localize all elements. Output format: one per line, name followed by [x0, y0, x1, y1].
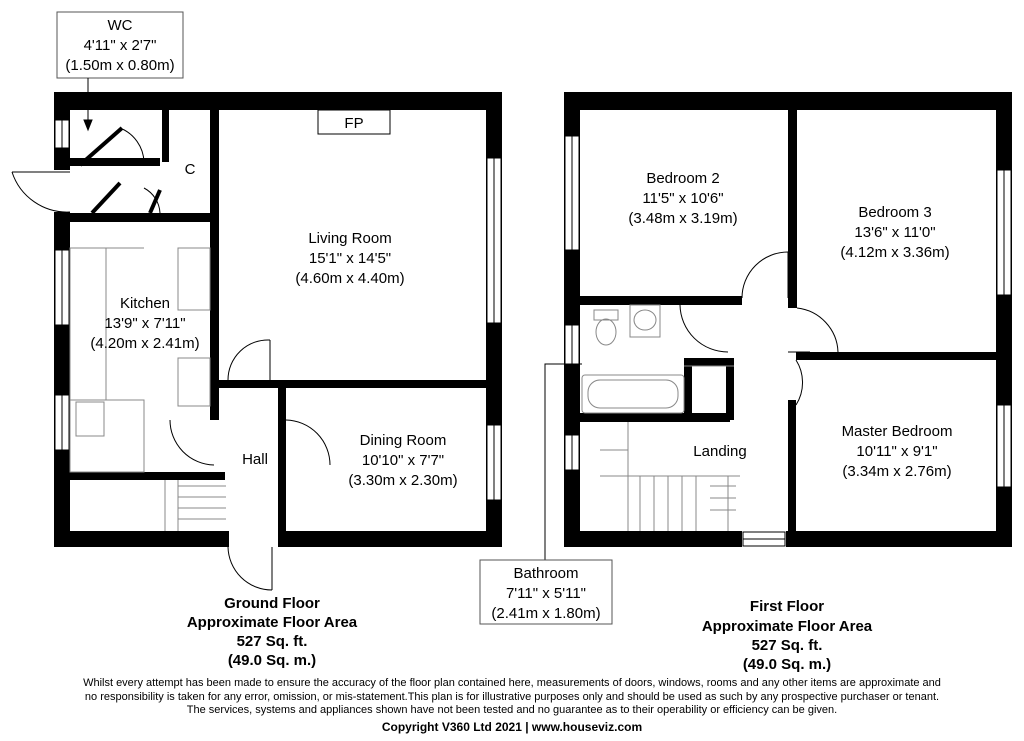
cupboard-label: C — [184, 161, 196, 178]
living-room-dimensions-metric: (4.60m x 4.40m) — [295, 270, 405, 287]
kitchen-dimensions-imperial: 13'9" x 7'11" — [104, 315, 186, 332]
ground-floor-area-heading: Approximate Floor Area — [186, 614, 358, 631]
wc-dimensions-metric: (1.50m x 0.80m) — [65, 57, 175, 74]
bedroom-3-dimensions-imperial: 13'6" x 11'0" — [854, 224, 936, 241]
first-floor-area-sqft: 527 Sq. ft. — [751, 637, 823, 654]
first-floor-area-heading: Approximate Floor Area — [701, 618, 873, 635]
bedroom-3-dimensions-metric: (4.12m x 3.36m) — [840, 244, 950, 261]
first-floor-area-sqm: (49.0 Sq. m.) — [742, 656, 832, 673]
bedroom-2-name: Bedroom 2 — [646, 170, 720, 187]
bedroom-2-dimensions-imperial: 11'5" x 10'6" — [642, 190, 724, 207]
dining-room-dimensions-metric: (3.30m x 2.30m) — [348, 472, 458, 489]
living-room-name: Living Room — [308, 230, 392, 247]
disclaimer-line-3: The services, systems and appliances shown have not been tested and no guarantee as to their operability or efficiency can be given. — [186, 704, 838, 716]
bedroom-2-dimensions-metric: (3.48m x 3.19m) — [628, 210, 738, 227]
bedroom-3-name: Bedroom 3 — [858, 204, 932, 221]
master-bedroom-name: Master Bedroom — [841, 423, 953, 440]
copyright: Copyright V360 Ltd 2021 | www.houseviz.com — [381, 720, 643, 734]
master-bedroom-dimensions-metric: (3.34m x 2.76m) — [842, 463, 952, 480]
kitchen-dimensions-metric: (4.20m x 2.41m) — [90, 335, 200, 352]
disclaimer-line-2: no responsibility is taken for any error, omission, or mis-statement.This plan is for illustrative purposes only and should be used as such by any prospective purchaser or tenant. — [84, 690, 940, 703]
ground-floor-area-sqft: 527 Sq. ft. — [236, 633, 308, 650]
dining-room-label — [348, 432, 457, 489]
landing-name: Landing — [693, 443, 747, 460]
disclaimer — [40, 677, 984, 718]
kitchen-name: Kitchen — [119, 295, 171, 312]
disclaimer-line-1: Whilst every attempt has been made to ensure the accuracy of the floor plan contained here, measurements of doors, windows, rooms and any other items are approximate and — [83, 677, 941, 689]
living-room-dimensions-imperial: 15'1" x 14'5" — [308, 250, 392, 267]
living-room-label — [295, 230, 404, 287]
ground-floor-title: Ground Floor — [224, 595, 320, 612]
first-floor-title: First Floor — [749, 598, 825, 615]
bathroom-dimensions-metric: (2.41m x 1.80m) — [491, 605, 601, 622]
hall-name: Hall — [242, 451, 268, 468]
ground-floor-area-sqm: (49.0 Sq. m.) — [227, 652, 317, 669]
dining-room-dimensions-imperial: 10'10" x 7'7" — [361, 452, 445, 469]
master-bedroom-label — [842, 423, 953, 480]
bathroom-dimensions-imperial: 7'11" x 5'11" — [505, 585, 587, 602]
fireplace-label: FP — [344, 115, 364, 132]
wc-name: WC — [107, 17, 133, 34]
dining-room-name: Dining Room — [359, 432, 447, 449]
bathroom-name: Bathroom — [513, 565, 579, 582]
wc-dimensions-imperial: 4'11" x 2'7" — [83, 37, 157, 54]
master-bedroom-dimensions-imperial: 10'11" x 9'1" — [856, 443, 938, 460]
